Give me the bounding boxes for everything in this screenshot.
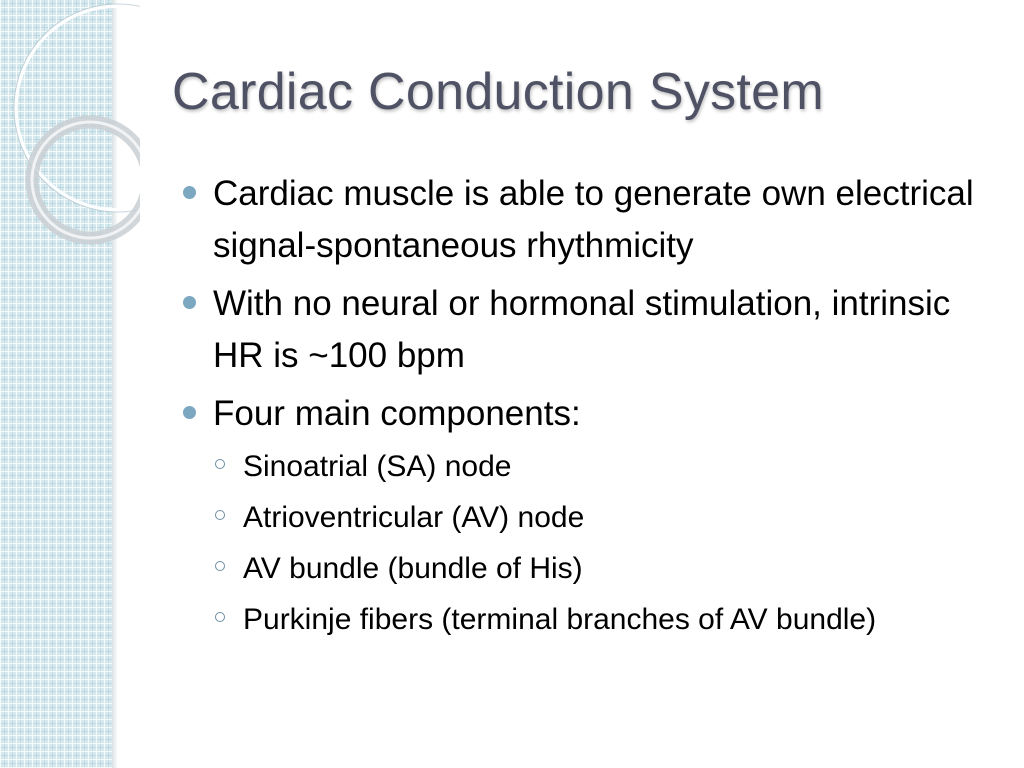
bullet-item: [183, 168, 993, 272]
sub-bullet-item: [213, 599, 993, 641]
bullet-list: [183, 168, 993, 650]
bullet-ring-icon: [215, 459, 225, 469]
bullet-dot-icon: [183, 186, 196, 199]
bullet-ring-icon: [215, 510, 225, 520]
bullet-text: With no neural or hormonal stimulation, intrinsic HR is ~100 bpm: [213, 284, 951, 375]
sub-bullet-item: [213, 497, 993, 539]
bullet-dot-icon: [183, 406, 196, 419]
decorative-rings-graphic: [0, 0, 140, 260]
bullet-text: Four main components:: [213, 394, 581, 433]
sub-bullet-item: [213, 446, 993, 488]
sub-bullet-item: [213, 548, 993, 590]
sub-bullet-text: Sinoatrial (SA) node: [243, 450, 512, 483]
bullet-text: Cardiac muscle is able to generate own electrical signal-spontaneous rhythmicity: [213, 174, 974, 265]
bullet-dot-icon: [183, 296, 196, 309]
bullet-ring-icon: [215, 561, 225, 571]
slide-title: Cardiac Conduction System: [172, 63, 825, 121]
bullet-item: [183, 388, 993, 440]
sub-bullet-text: Purkinje fibers (terminal branches of AV bundle): [243, 603, 877, 636]
bullet-item: [183, 278, 993, 382]
sub-bullet-text: Atrioventricular (AV) node: [243, 501, 585, 534]
bullet-ring-icon: [215, 612, 225, 622]
sub-bullet-text: AV bundle (bundle of His): [243, 552, 583, 585]
